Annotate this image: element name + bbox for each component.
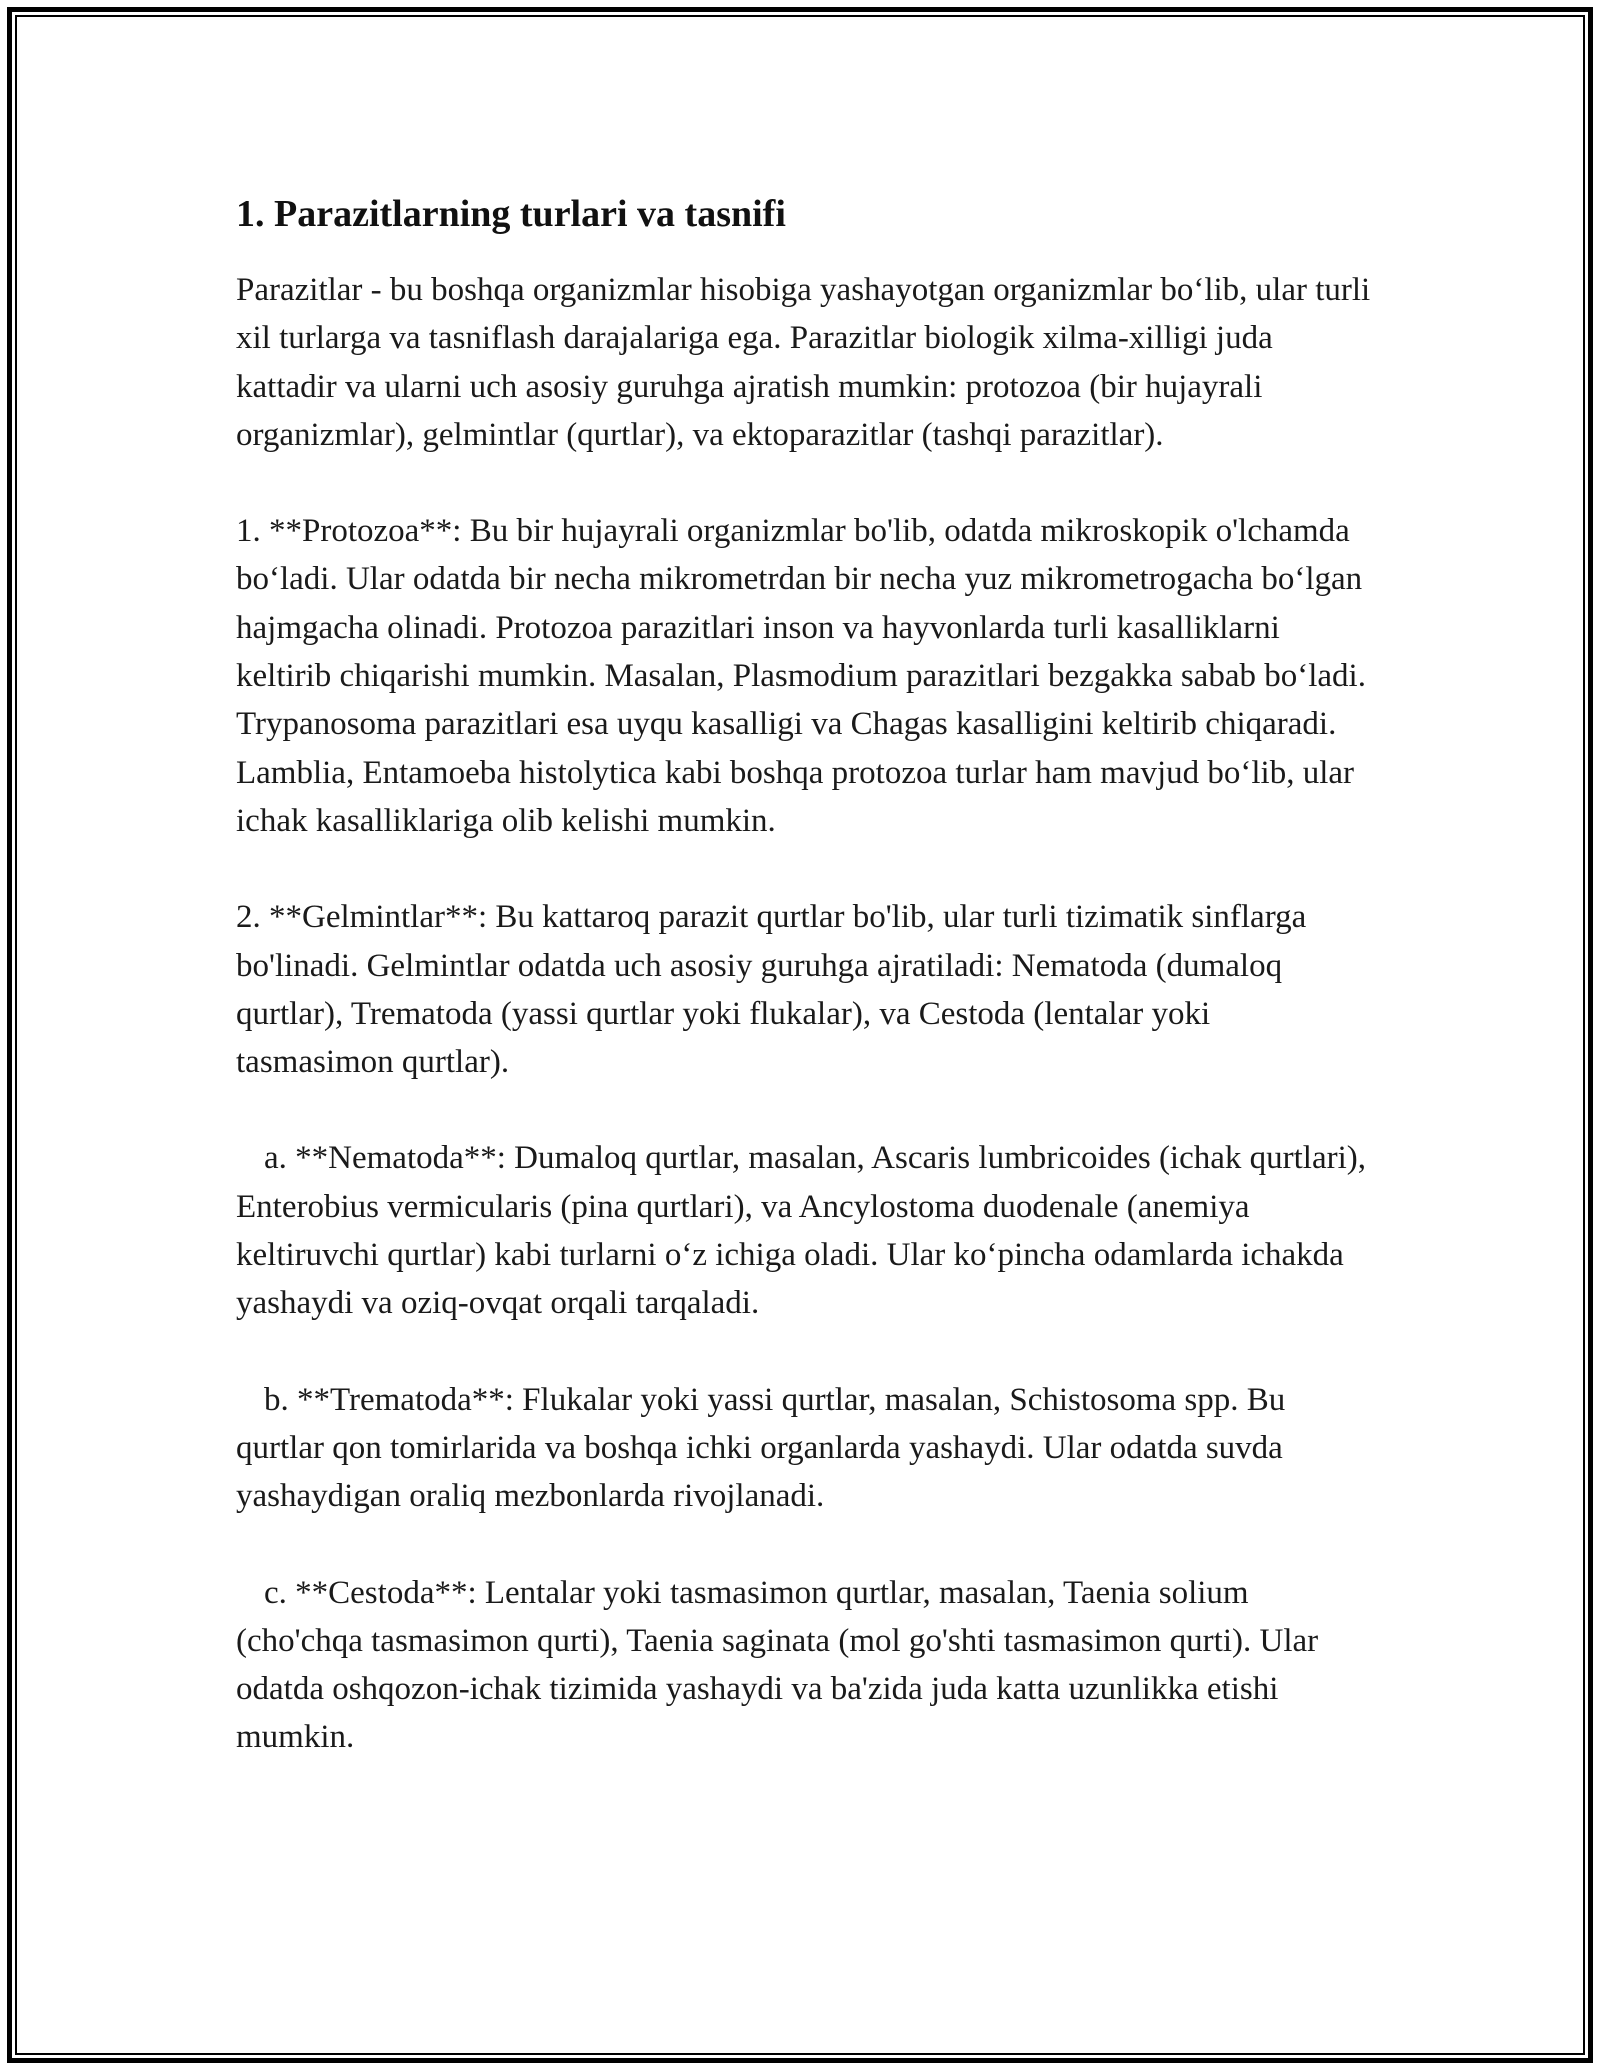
cestoda-paragraph: c. **Cestoda**: Lentalar yoki tasmasimon qurtlar, masalan, Taenia solium (cho'chqa tasmasimon qurti), Taenia saginata (mol go'shti tasmasimon qurti). Ular odatda oshqozon-ichak tizimida yashaydi va ba'zida juda katta uzunlikka etishi mumkin.	[236, 1574, 1319, 1756]
nematoda-paragraph: a. **Nematoda**: Dumaloq qurtlar, masalan, Ascaris lumbricoides (ichak qurtlari), Enterobius vermicularis (pina qurtlari), va Ancylostoma duodenale (anemiya keltiruvchi qurtlar) kabi turlarni o‘z ichiga oladi. Ular ko‘pincha odamlarda ichakda yashaydi va oziq-ovqat orqali tarqaladi.	[236, 1140, 1367, 1322]
protozoa-paragraph: 1. **Protozoa**: Bu bir hujayrali organizmlar bo'lib, odatda mikroskopik o'lchamda bo‘ladi. Ular odatda bir necha mikrometrdan bir necha yuz mikrometrogacha bo‘lgan hajmgacha olinadi. Protozoa parazitlari inson va hayvonlarda turli kasalliklarni keltirib chiqarishi mumkin. Masalan, Plasmodium parazitlari bezgakka sabab bo‘ladi. Trypanosoma parazitlari esa uyqu kasalligi va Chagas kasalligini keltirib chiqaradi. Lamblia, Entamoeba histolytica kabi boshqa protozoa turlar ham mavjud bo‘lib, ular ichak kasalliklariga olib kelishi mumkin.	[236, 513, 1366, 839]
intro-paragraph: Parazitlar - bu boshqa organizmlar hisobiga yashayotgan organizmlar bo‘lib, ular turli xil turlarga va tasniflash darajalariga ega. Parazitlar biologik xilma-xilligi juda kattadir va ularni uch asosiy guruhga ajratish mumkin: protozoa (bir hujayrali organizmlar), gelmintlar (qurtlar), va ektoparazitlar (tashqi parazitlar).	[236, 272, 1371, 453]
section-title: 1. Parazitlarning turlari va tasnifi	[236, 193, 786, 235]
gelmintlar-paragraph: 2. **Gelmintlar**: Bu kattaroq parazit qurtlar bo'lib, ular turli tizimatik sinflarga bo'linadi. Gelmintlar odatda uch asosiy guruhga ajratiladi: Nematoda (dumaloq qurtlar), Trematoda (yassi qurtlar yoki flukalar), va Cestoda (lentalar yoki tasmasimon qurtlar).	[236, 899, 1307, 1081]
document-body	[236, 186, 1376, 1810]
trematoda-paragraph: b. **Trematoda**: Flukalar yoki yassi qurtlar, masalan, Schistosoma spp. Bu qurtlar qon tomirlarida va boshqa ichki organlarda yashaydi. Ular odatda suvda yashaydigan oraliq mezbonlarda rivojlanadi.	[236, 1381, 1286, 1515]
